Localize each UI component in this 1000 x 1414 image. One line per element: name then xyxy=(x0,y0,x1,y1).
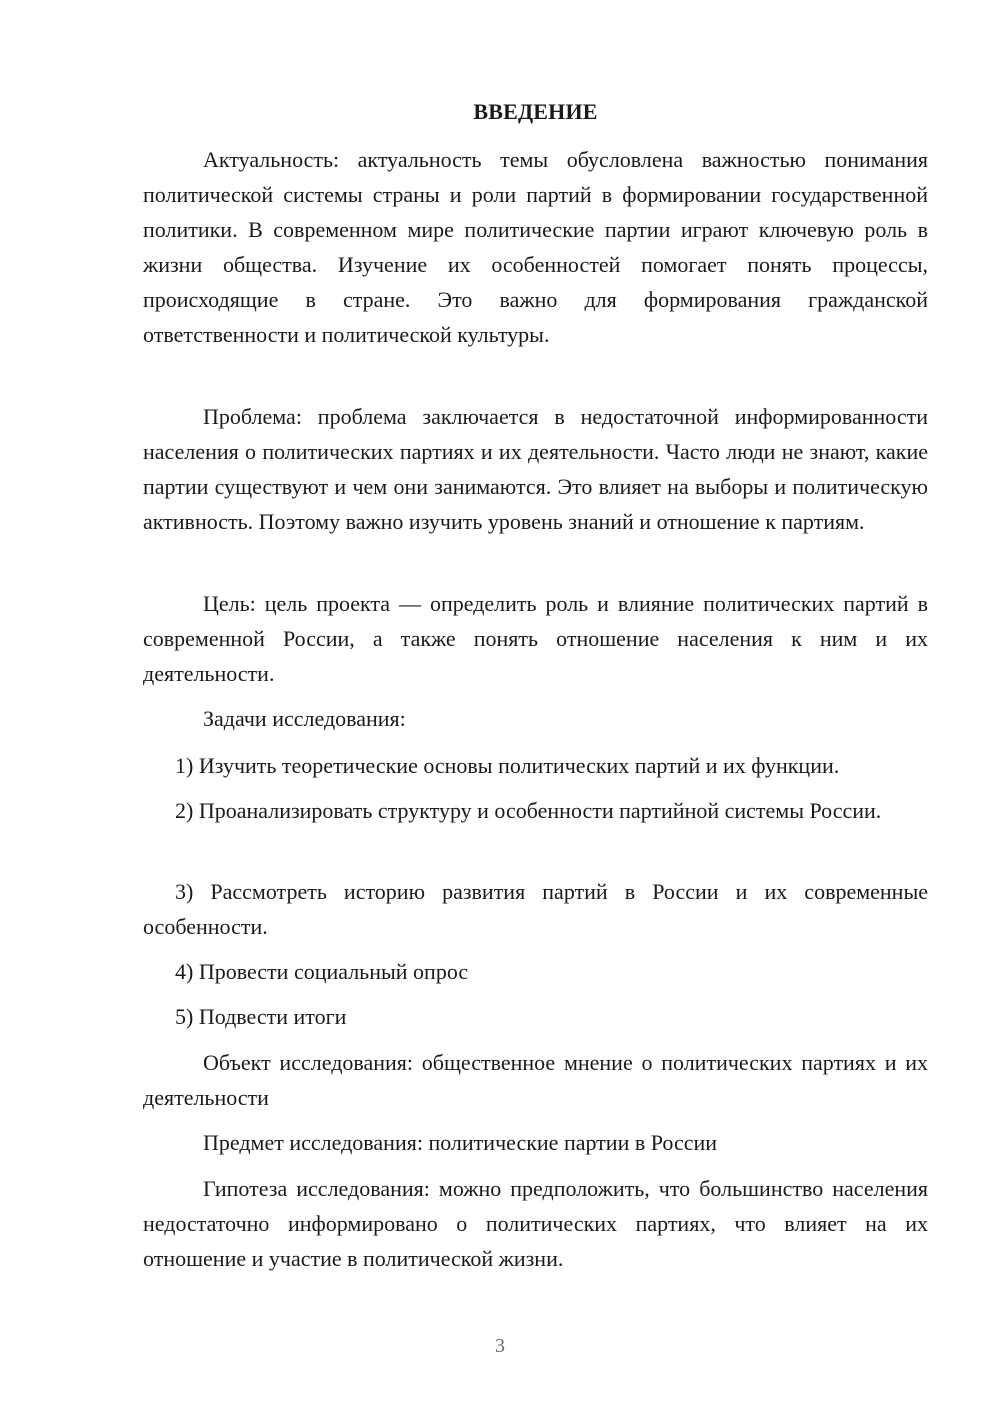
section-title: ВВЕДЕНИЕ xyxy=(473,99,598,124)
paragraph-subject: Предмет исследования: политические партии в России xyxy=(203,1130,718,1155)
paragraph-goal: Цель: цель проекта — определить роль и влияние политических партий в современной России, а также понять отношение населения к ним и их деятельности. xyxy=(143,591,928,686)
paragraph-problem: Проблема: проблема заключается в недостаточной информированности населения о политических партиях и их деятельности. Часто люди не знают, какие партии существуют и чем они занимаются. Это влияет на выборы и политическую активность. Поэтому важно изучить уровень знаний и отношение к партиям. xyxy=(143,404,928,534)
paragraph-hypothesis: Гипотеза исследования: можно предположить, что большинство населения недостаточно информировано о политических партиях, что влияет на их отношение и участие в политической жизни. xyxy=(143,1176,928,1271)
task-item: 2) Проанализировать структуру и особенности партийной системы России. xyxy=(175,798,882,823)
paragraph-relevance: Актуальность: актуальность темы обусловлена важностью понимания политической системы страны и роли партий в формировании государственной политики. В современном мире политические партии играют ключевую роль в жизни общества. Изучение их особенностей помогает понять процессы, происходящие в стране. Это важно для формирования гражданской ответственности и политической культуры. xyxy=(143,147,928,347)
task-item: 4) Провести социальный опрос xyxy=(175,959,469,984)
task-item: 1) Изучить теоретические основы политических партий и их функции. xyxy=(175,753,840,778)
task-item: 3) Рассмотреть историю развития партий в России и их современные особенности. xyxy=(143,879,928,939)
page-number: 3 xyxy=(495,1335,505,1357)
task-item: 5) Подвести итоги xyxy=(175,1004,347,1029)
tasks-heading: Задачи исследования: xyxy=(203,706,406,731)
paragraph-object: Объект исследования: общественное мнение о политических партиях и их деятельности xyxy=(143,1050,928,1110)
